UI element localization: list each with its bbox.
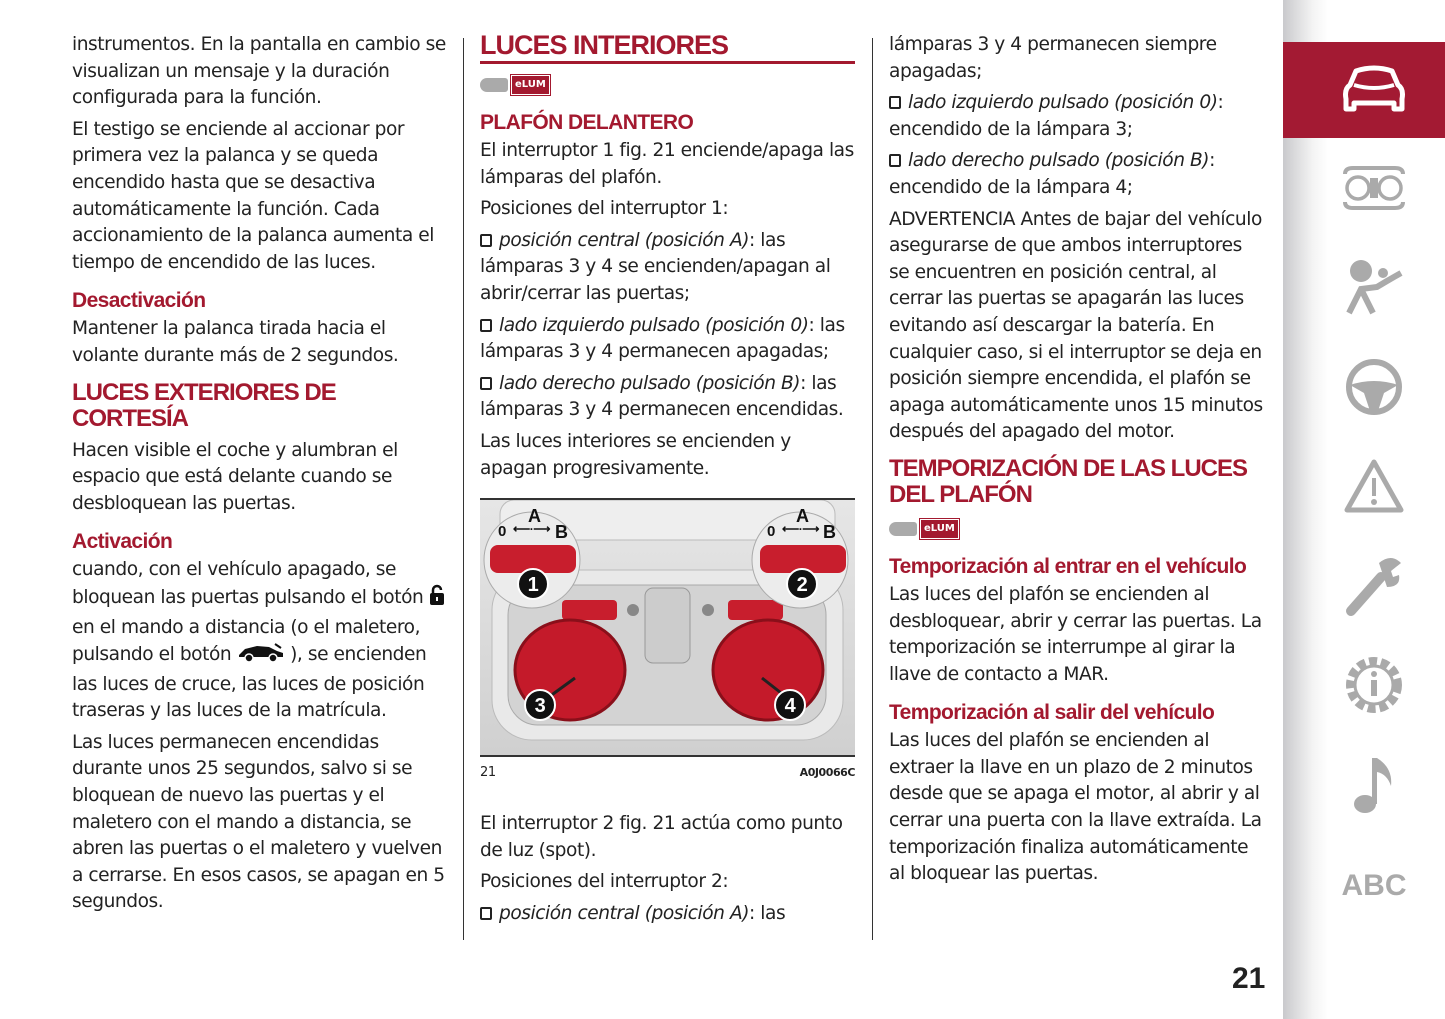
wrench-icon — [1323, 553, 1405, 623]
item-label: posición central (posición A) — [499, 902, 750, 924]
sidebar-tab-abc-index[interactable] — [1283, 838, 1445, 934]
paragraph-text: en el mando a distancia (o el maletero, pulsando el botón — [72, 616, 421, 666]
svg-text:0: 0 — [498, 523, 506, 541]
info-gear-icon — [1323, 654, 1405, 720]
svg-text:⟵·⟶: ⟵·⟶ — [513, 522, 551, 537]
list-item — [889, 148, 1264, 201]
elum-label: eLUM — [920, 519, 959, 539]
abc-index-label: ABC — [1341, 869, 1407, 902]
item-text: : las lámparas 3 y 4 permanecen apagadas; — [480, 314, 845, 363]
checkbox-bullet-icon — [480, 377, 492, 390]
figure-code: A0J0066C — [799, 766, 855, 780]
chapter-sidebar — [1283, 0, 1445, 1019]
elum-badge — [480, 72, 855, 98]
label-a: A — [528, 506, 541, 527]
sidebar-tab-warning-triangle-icon[interactable] — [1283, 440, 1445, 536]
checkbox-bullet-icon — [889, 154, 901, 167]
paragraph: Mantener la palanca tirada hacia el volante durante más de 2 segundos. — [72, 318, 399, 366]
dashboard-gauges-icon — [1321, 166, 1407, 214]
paragraph: ADVERTENCIA Antes de bajar del vehículo asegurarse de que ambos interruptores se encuentren en posición central, al cerrar las puertas se apagarán las luces evitando así descargar la batería. En cualquier caso, si el interruptor se deja en posición siempre encendida, el plafón se apaga automáticamente unos 15 minutos después del apagado del motor. — [889, 208, 1263, 443]
item-text: : las lámparas 3 y 4 se encienden/apagan al abrir/cerrar las puertas; — [480, 229, 831, 304]
checkbox-bullet-icon — [480, 907, 492, 920]
subsection-heading: Activación — [72, 530, 173, 554]
list-item — [480, 228, 855, 308]
airbag-seatbelt-icon — [1323, 257, 1405, 321]
svg-text:⟵·⟶: ⟵·⟶ — [782, 522, 820, 537]
column-2 — [480, 32, 855, 933]
item-label: lado derecho pulsado (posición B) — [908, 150, 1210, 172]
page-number: 21 — [1232, 962, 1266, 995]
item-label: lado izquierdo pulsado (posición 0) — [499, 314, 809, 336]
checkbox-bullet-icon — [480, 319, 492, 332]
paragraph: Hacen visible el coche y alumbran el espacio que está delante cuando se desbloquean las puertas. — [72, 439, 398, 514]
paragraph: El testigo se enciende al accionar por primera vez la palanca y se queda encendido hasta que se desactiva automáticamente la función. Cada accionamiento de la palanca aumenta el tiempo de encendido de las luces. — [72, 118, 434, 273]
svg-text:B: B — [555, 522, 568, 543]
paragraph: Las luces permanecen encendidas durante unos 25 segundos, salvo si se bloquean de nuevo las puertas y el maletero con el mando a distancia, se abren las puertas o el maletero y vuelven a cerrarse. En esos casos, se apagan en 5 segundos. — [72, 731, 445, 913]
car-trunk-icon — [237, 641, 285, 672]
steering-wheel-icon — [1324, 357, 1404, 421]
item-label: lado derecho pulsado (posición B) — [499, 372, 801, 394]
paragraph: El interruptor 2 fig. 21 actúa como punto de luz (spot). — [480, 813, 843, 861]
svg-text:0: 0 — [767, 523, 775, 541]
figure-caption — [480, 765, 855, 781]
svg-text:2: 2 — [796, 574, 808, 597]
sidebar-tab-music-note-icon[interactable] — [1283, 739, 1445, 835]
item-text: : encendido de la lámpara 3; — [889, 92, 1224, 140]
svg-text:3: 3 — [534, 695, 546, 718]
figure-21-ceiling-light — [480, 498, 855, 757]
section-heading: LUCES EXTERIORES DE CORTESÍA — [72, 378, 336, 432]
sidebar-tab-steering-wheel-icon[interactable] — [1283, 341, 1445, 437]
section-heading: LUCES INTERIORES — [480, 32, 855, 64]
paragraph: Las luces del plafón se encienden al desbloquear, abrir y cerrar las puertas. La temporización se interrumpe al girar la llave de contacto a MAR. — [889, 583, 1262, 685]
section-heading: TEMPORIZACIÓN DE LAS LUCES DEL PLAFÓN — [889, 454, 1248, 508]
svg-text:A: A — [796, 506, 809, 527]
subsection-heading: Temporización al salir del vehículo — [889, 701, 1215, 725]
elum-label: eLUM — [511, 75, 550, 95]
pointing-hand-icon — [889, 522, 917, 536]
lock-icon — [429, 584, 445, 615]
item-text: : encendido de la lámpara 4; — [889, 150, 1215, 198]
paragraph-text: ), se encienden las luces de cruce, las luces de posición traseras y las luces de la matrícula. — [72, 644, 427, 722]
svg-text:B: B — [823, 522, 836, 543]
sidebar-tab-airbag-seatbelt-icon[interactable] — [1283, 241, 1445, 337]
subsection-heading: PLAFÓN DELANTERO — [480, 111, 694, 134]
item-text: : las — [749, 902, 786, 924]
item-label: posición central (posición A) — [499, 229, 750, 251]
paragraph — [72, 557, 447, 725]
list-item — [480, 371, 855, 424]
paragraph: lámparas 3 y 4 permanecen siempre apagadas; — [889, 34, 1217, 82]
elum-badge — [889, 516, 1264, 542]
sidebar-tab-dashboard-gauges-icon[interactable] — [1283, 142, 1445, 238]
column-1 — [72, 32, 447, 921]
car-front-icon — [1322, 63, 1406, 117]
paragraph: Posiciones del interruptor 1: — [480, 198, 729, 220]
sidebar-tab-info-gear-icon[interactable] — [1283, 639, 1445, 735]
list-item — [480, 313, 855, 366]
paragraph: Las luces del plafón se encienden al extraer la llave en un plazo de 2 minutos desde que se apaga el motor, al abrir y al cerrar una puerta con la llave extraída. La temporización finaliza automáticamente al bloquear las puertas. — [889, 730, 1262, 885]
music-note-icon — [1329, 754, 1399, 820]
list-item — [889, 90, 1264, 143]
paragraph: instrumentos. En la pantalla en cambio se visualizan un mensaje y la duración configurada para la función. — [72, 34, 446, 109]
subsection-heading: Desactivación — [72, 289, 206, 313]
warning-triangle-icon — [1323, 458, 1405, 518]
paragraph: Posiciones del interruptor 2: — [480, 871, 729, 893]
svg-text:4: 4 — [784, 695, 796, 718]
column-3 — [889, 32, 1264, 893]
pointing-hand-icon — [480, 78, 508, 92]
column-divider — [872, 38, 873, 940]
sidebar-tab-car-front-icon[interactable] — [1283, 42, 1445, 138]
subsection-heading: Temporización al entrar en el vehículo — [889, 554, 1247, 578]
column-divider — [463, 38, 464, 940]
paragraph-text: cuando, con el vehículo apagado, se bloquean las puertas pulsando el botón — [72, 559, 429, 608]
figure-number: 21 — [480, 765, 496, 781]
checkbox-bullet-icon — [480, 234, 492, 247]
item-text: : las lámparas 3 y 4 permanecen encendidas. — [480, 372, 844, 421]
paragraph: El interruptor 1 fig. 21 enciende/apaga las lámparas del plafón. — [480, 140, 854, 188]
list-item — [480, 901, 855, 928]
checkbox-bullet-icon — [889, 96, 901, 109]
svg-text:1: 1 — [527, 574, 539, 597]
item-label: lado izquierdo pulsado (posición 0) — [908, 92, 1218, 114]
paragraph: Las luces interiores se encienden y apagan progresivamente. — [480, 430, 791, 479]
sidebar-tab-wrench-icon[interactable] — [1283, 540, 1445, 636]
